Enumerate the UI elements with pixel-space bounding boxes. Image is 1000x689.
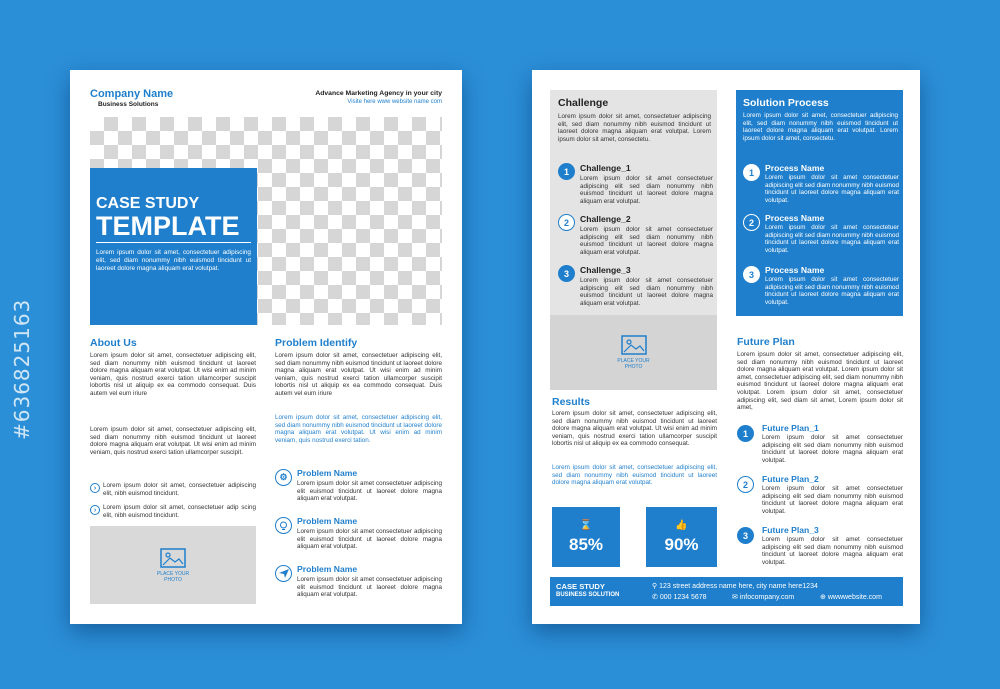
step-number-badge: 1: [737, 425, 754, 442]
step-number-badge: 3: [737, 527, 754, 544]
results-paragraph-2: Lorem ipsum dolor sit amet, consectetuer adipiscing elit, sed diam nonummy nibh euismod tincidunt ut laoreet dolore magna aliquam erat volutpat.: [552, 464, 717, 487]
future-plan-item-text: Lorem ipsum dolor sit amet consectetuer adipiscing elit sed diam nonummy nibh euismod tincidunt ut laoreet dolore magna aliquam erat volutpat.: [762, 536, 903, 566]
hero-description: Lorem ipsum dolor sit amet, consectetuer adipiscing elit, sed diam nonummy nibh euismod tincidunt ut laoreet dolore magna aliquam erat volutpat.: [96, 249, 251, 272]
footer-title: CASE STUDY: [556, 582, 605, 591]
process-item-title: Process Name: [765, 265, 825, 275]
problem-identify-heading: Problem Identify: [275, 337, 358, 349]
problem-item-title: Problem Name: [297, 564, 358, 574]
step-number-badge: 2: [558, 214, 575, 231]
process-item-text: Lorem ipsum dolor sit amet consectetuer adipiscing elit sed diam nonummy nibh euismod tincidunt ut laoreet dolore magna aliquam erat volutpat.: [765, 276, 899, 306]
hourglass-icon: ⌛: [579, 519, 593, 531]
problem-paragraph-2: Lorem ipsum dolor sit amet, consectetuer adipiscing elit, sed diam nonummy nibh euismod tincidunt ut laoreet dolore magna aliquam erat volutpat. Ut wisi enim ad minim veniam, quis nostrud exerci tation.: [275, 414, 442, 444]
globe-icon: ⊕: [820, 594, 826, 601]
problem-item: [275, 468, 442, 503]
footer-web: [820, 593, 882, 601]
challenge-heading: Challenge: [558, 97, 609, 109]
hero-title-block: [90, 168, 257, 325]
results-heading: Results: [552, 396, 590, 408]
process-item: [743, 265, 899, 306]
future-plan-item-title: Future Plan_2: [762, 474, 819, 484]
bullet-text: Lorem ipsum dolor sit amet, consectetuer adipiscing elit, nibh euismod tincidunt.: [103, 482, 256, 497]
process-item-text: Lorem ipsum dolor sit amet consectetuer adipiscing elit sed diam nonummy nibh euismod tincidunt ut laoreet dolore magna aliquam erat volutpat.: [765, 174, 899, 204]
footer-email: [732, 593, 794, 601]
challenge-intro: Lorem ipsum dolor sit amet, consectetuer adipiscing elit, sed diam nonummy nibh euismod tincidunt ut laoreet dolore magna aliquam erat volutpat. Lorem ipsum dolor sit amet, consectetu.: [558, 113, 711, 143]
process-item-title: Process Name: [765, 163, 825, 173]
stat-value: 90%: [664, 534, 699, 554]
step-number-badge: 3: [558, 265, 575, 282]
future-plan-intro: Lorem ipsum dolor sit amet, consectetuer adipiscing elit, sed diam nonummy nibh euismod tincidunt ut laoreet dolore magna aliquam erat volutpat. Lorem ipsum dolor sit amet, consectetuer adipiscing elit, sed diam nonummy nibh euismod tincidunt ut laoreet dolore magna aliquam erat volutpat. Lorem ipsum dolor sit amet, consectetuer adipiscing elit, sed diam sit amet, Lorem ipsum dolor sit amet,: [737, 351, 903, 412]
lightbulb-icon: [275, 517, 292, 534]
image-icon: [160, 548, 186, 568]
about-us-paragraph-2: Lorem ipsum dolor sit amet, consectetuer adipiscing elit, sed diam nonummy nibh euismod tincidunt ut laoreet dolore magna aliquam erat volutpat. Ut wisi enim ad minim veniam, quis nostrud exerci tation ullamcorper suscipit.: [90, 426, 256, 456]
stock-id-watermark: #636825163: [10, 298, 34, 440]
step-number-badge: 2: [743, 214, 760, 231]
step-number-badge: 1: [558, 163, 575, 180]
stat-box: [552, 507, 620, 567]
future-plan-item-text: Lorem ipsum dolor sit amet consectetuer adipiscing elit sed diam nonummy nibh euismod tincidunt ut laoreet dolore magna aliquam erat volutpat.: [762, 434, 903, 464]
step-number-badge: 1: [743, 164, 760, 181]
solution-process-intro: Lorem ipsum dolor sit amet, consectetuer adipiscing elit, sed diam nonummy nibh euismod tincidunt ut laoreet dolore magna aliquam erat volutpat. Lorem ipsum dolor sit amet, consectetu.: [743, 112, 898, 142]
problem-item-text: Lorem ipsum dolor sit amet consectetuer adipiscing elit euismod tincidunt ut laoreet dolore magna aliquam erat volutpat.: [297, 480, 442, 503]
hero-title-line2: TEMPLATE: [96, 212, 251, 243]
photo-placeholder: [90, 526, 256, 604]
future-plan-item-text: Lorem ipsum dolor sit amet consectetuer adipiscing elit sed diam nonummy nibh euismod tincidunt ut laoreet dolore magna aliquam erat volutpat.: [762, 485, 903, 515]
process-item-text: Lorem ipsum dolor sit amet consectetuer adipiscing elit sed diam nonummy nibh euismod tincidunt ut laoreet dolore magna aliquam erat volutpat.: [765, 224, 899, 254]
problem-item: [275, 564, 442, 599]
step-number-badge: 2: [737, 476, 754, 493]
challenge-item: [558, 265, 713, 307]
paper-plane-icon: [275, 565, 292, 582]
footer-subtitle: BUSINESS SOLUTION: [556, 592, 620, 598]
company-name: Company Name: [90, 88, 174, 100]
location-pin-icon: ⚲: [652, 583, 658, 590]
challenge-item: [558, 163, 713, 205]
future-plan-heading: Future Plan: [737, 336, 795, 348]
image-icon: [621, 335, 647, 355]
future-plan-item-title: Future Plan_3: [762, 525, 819, 535]
phone-text: 000 1234 5678: [659, 594, 707, 601]
solution-process-heading: Solution Process: [743, 97, 829, 109]
company-subtitle: Business Solutions: [98, 101, 159, 108]
challenge-item-title: Challenge_2: [580, 214, 631, 224]
bullet-item: [90, 482, 256, 497]
problem-item-text: Lorem ipsum dolor sit amet consectetuer adipiscing elit euismod tincidunt ut laoreet dolore magna aliquam erat volutpat.: [297, 576, 442, 599]
thumbs-up-icon: 👍: [675, 519, 688, 531]
website-line: Visite here www website name com: [347, 99, 442, 105]
bullet-text: Lorem ipsum dolor sit amet, consectetuer adip scing elit, nibh euismod tincidunt.: [103, 504, 256, 519]
chevron-right-icon: ›: [90, 483, 100, 493]
problem-item-text: Lorem ipsum dolor sit amet consectetuer adipiscing elit euismod tincidunt ut laoreet dolore magna aliquam erat volutpat.: [297, 528, 442, 551]
results-paragraph-1: Lorem ipsum dolor sit amet, consectetuer adipiscing elit, sed diam nonummy nibh euismod tincidunt ut laoreet dolore magna aliquam erat volutpat. Ut wisi enim ad minim veniam, quis nostrud exerci tation ullamcorper suscipit lobortis nisl ut aliquip ex ea commodo consequat.: [552, 410, 717, 448]
about-us-paragraph-1: Lorem ipsum dolor sit amet, consectetuer adipiscing elit, sed diam nonummy nibh euismod tincidunt ut laoreet dolore magna aliquam erat volutpat. Ut wisi enim ad minim veniam, quis nostrud exerci tation ullamcorper suscipit lobortis nisl ut aliquip ex ea commodo consequat. Duis autem vel eum iriure: [90, 352, 256, 397]
footer-bar: [550, 577, 903, 606]
step-number-badge: 3: [743, 266, 760, 283]
phone-icon: ✆: [652, 594, 658, 601]
challenge-item-title: Challenge_3: [580, 265, 631, 275]
photo-placeholder-label: PLACE YOUR PHOTO: [156, 570, 190, 583]
brochure-page-front: [70, 70, 462, 624]
future-plan-item: [737, 423, 903, 464]
process-item-title: Process Name: [765, 213, 825, 223]
problem-item-title: Problem Name: [297, 468, 358, 478]
challenge-item-title: Challenge_1: [580, 163, 631, 173]
footer-address: [652, 582, 818, 590]
gear-icon: ⚙: [275, 469, 292, 486]
email-text: infocompany.com: [739, 594, 795, 601]
photo-placeholder: [550, 315, 717, 390]
stat-box: [646, 507, 717, 567]
problem-paragraph-1: Lorem ipsum dolor sit amet, consectetuer adipiscing elit, sed diam nonummy nibh euismod tincidunt ut laoreet dolore magna aliquam erat volutpat. Ut wisi enim ad minim veniam, quis nostrud exerci tation ullamcorper suscipit lobortis nisl ut aliquip ex ea commodo consequat. Duis autem vel eum iriure: [275, 352, 442, 397]
web-text: wwwwebsite.com: [827, 594, 882, 601]
brochure-page-back: [532, 70, 920, 624]
stat-value: 85%: [568, 534, 604, 554]
challenge-item-text: Lorem ipsum dolor sit amet consectetuer adipiscing elit sed diam nonummy nibh euismod tincidunt ut laoreet dolore magna aliquam erat volutpat.: [580, 277, 713, 307]
problem-item-title: Problem Name: [297, 516, 358, 526]
challenge-item: [558, 214, 713, 256]
envelope-icon: ✉: [732, 594, 738, 601]
challenge-panel: [550, 90, 717, 315]
solution-process-panel: [736, 90, 903, 316]
bullet-item: [90, 504, 256, 519]
future-plan-item: [737, 525, 903, 566]
challenge-item-text: Lorem ipsum dolor sit amet consectetuer adipiscing elit sed diam nonummy nibh euismod tincidunt ut laoreet dolore magna aliquam erat volutpat.: [580, 226, 713, 256]
about-us-heading: About Us: [90, 337, 137, 349]
future-plan-item: [737, 474, 903, 515]
address-text: 123 street address name here, city name here1234: [659, 583, 818, 590]
problem-item: [275, 516, 442, 551]
chevron-right-icon: ›: [90, 505, 100, 515]
future-plan-item-title: Future Plan_1: [762, 423, 819, 433]
challenge-item-text: Lorem ipsum dolor sit amet consectetuer adipiscing elit sed diam nonummy nibh euismod tincidunt ut laoreet dolore magna aliquam erat volutpat.: [580, 175, 713, 205]
agency-tagline: Advance Marketing Agency in your city: [315, 90, 442, 97]
process-item: [743, 163, 899, 204]
photo-placeholder-label: PLACE YOUR PHOTO: [617, 358, 650, 370]
process-item: [743, 213, 899, 254]
hero-title-line1: CASE STUDY: [96, 195, 200, 212]
footer-phone: [652, 593, 707, 601]
